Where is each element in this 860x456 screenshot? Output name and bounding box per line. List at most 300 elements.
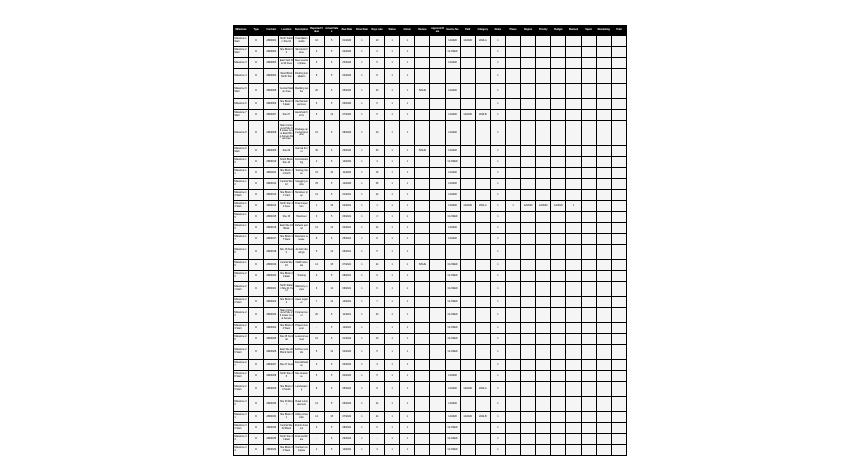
table-cell: 12 [324,245,339,260]
table-row [234,157,627,168]
table-cell: 07/2020 [339,110,354,121]
table-cell [611,434,626,445]
table-cell [460,58,475,69]
table-cell [505,99,520,110]
table-cell: Milestone 9 Start [234,146,249,157]
table-cell: East Site 26 Block North [279,345,294,360]
table-cell [505,297,520,308]
table-cell [415,434,430,445]
column-header: Revised [566,26,581,36]
table-cell: Milestone 16 [234,223,249,234]
table-cell: CLOSED [445,297,460,308]
table-cell [415,334,430,345]
table-cell: 12/2020 [445,190,460,201]
table-cell: D [249,47,264,58]
table-cell: 1 [490,179,505,190]
table-cell: AB00009 [264,146,279,157]
table-cell: 25 [309,179,324,190]
table-cell: D [249,260,264,271]
table-cell [566,371,581,382]
table-row [234,271,627,282]
table-row [234,308,627,323]
table-cell [566,157,581,168]
column-header: Days Late [369,26,384,36]
table-cell [551,334,566,345]
table-cell [505,360,520,371]
table-cell [430,282,445,297]
table-cell: 08/2021 [339,271,354,282]
table-cell: 1 [354,84,369,99]
table-cell: Site Block 11 North [279,168,294,179]
table-cell: 1 [385,168,400,179]
table-cell [460,168,475,179]
table-cell: 1 [354,121,369,146]
table-cell [551,245,566,260]
table-cell: 12 [324,297,339,308]
table-cell: 08/2022 [339,423,354,434]
table-cell: 04/2021 [339,223,354,234]
table-cell: Milestone 8 [234,121,249,146]
table-cell [581,271,596,282]
table-cell: 3 [309,212,324,223]
table-cell [505,423,520,434]
table-cell [460,223,475,234]
table-row [234,110,627,121]
table-cell: D [249,223,264,234]
table-cell: 04/2020 [339,69,354,84]
table-cell [611,323,626,334]
table-cell: 2 [309,47,324,58]
table-cell: 5 [309,245,324,260]
table-cell [566,69,581,84]
table-cell: Snagging works [294,179,309,190]
table-cell: 1 [400,212,415,223]
table-cell [521,297,536,308]
table-cell: Site Block 02 [279,47,294,58]
table-cell: Cladding works [294,84,309,99]
table-cell: CLOSED [445,47,460,58]
table-cell [581,412,596,423]
table-cell [460,99,475,110]
table-cell [611,99,626,110]
table-cell: 2022-B [475,412,490,423]
table-cell: 05/2020 [339,84,354,99]
table-cell: CLOSED [445,212,460,223]
table-cell [475,223,490,234]
table-cell [460,371,475,382]
table-cell [475,334,490,345]
table-cell [596,212,611,223]
table-cell [581,445,596,456]
table-cell: 10 [369,36,384,47]
table-cell [566,445,581,456]
table-cell: D [249,308,264,323]
table-cell: 05/2022 [339,382,354,397]
table-cell [551,371,566,382]
table-cell: AB00013 [264,190,279,201]
table-cell: 12 [324,282,339,297]
table-cell: 5 [369,58,384,69]
table-cell: 1 [400,282,415,297]
column-header: Type [249,26,264,36]
table-cell [596,168,611,179]
table-cell: 1 [490,297,505,308]
table-cell [521,146,536,157]
table-cell: D [249,168,264,179]
table-cell: 1 [385,434,400,445]
table-cell: 5 [324,47,339,58]
table-cell [521,323,536,334]
column-header: Status [385,26,400,36]
table-cell [460,84,475,99]
table-cell: 1 [400,179,415,190]
table-cell [566,297,581,308]
table-cell [505,282,520,297]
table-cell: 1 [490,323,505,334]
table-cell: 6 [369,423,384,434]
table-cell: AB00001 [264,36,279,47]
table-cell [536,271,551,282]
table-cell [566,334,581,345]
table-cell [430,110,445,121]
table-cell [521,345,536,360]
table-cell: 1 [385,234,400,245]
table-cell [611,223,626,234]
table-cell: 1 [400,260,415,271]
table-cell: 8 [369,382,384,397]
table-cell: Final certificate [294,434,309,445]
table-cell [611,212,626,223]
table-cell: Landscaping [294,382,309,397]
table-cell: Central Site 32 Block [279,423,294,434]
table-cell: 1 [400,168,415,179]
table-cell: 12 [324,345,339,360]
table-cell: 1 [385,445,400,456]
table-cell [505,212,520,223]
table-cell: 12/2020 [445,58,460,69]
table-cell: 1 [354,260,369,271]
table-cell: 1 [400,99,415,110]
table-cell: 1 [400,423,415,434]
table-cell [596,245,611,260]
table-cell [551,223,566,234]
table-cell: 1 [400,308,415,323]
table-cell: 1 [354,157,369,168]
table-cell: D [249,110,264,121]
table-cell: 5 [369,245,384,260]
table-cell [551,271,566,282]
column-header: Approval Date [430,26,445,36]
table-cell: D [249,245,264,260]
table-cell [430,157,445,168]
table-cell [475,297,490,308]
table-cell [415,397,430,412]
table-cell: 8 [309,382,324,397]
milestone-table-container [233,25,627,452]
table-cell: 1 [385,371,400,382]
table-cell: 1 [505,201,520,212]
table-cell [521,179,536,190]
table-cell: 12/2020 [445,412,460,423]
table-cell: 1 [354,36,369,47]
table-cell: Milestone 11 [234,168,249,179]
table-cell [415,58,430,69]
table-cell [611,423,626,434]
table-cell: 1 [490,99,505,110]
table-cell [551,234,566,245]
table-cell: Site Block 31 [279,412,294,423]
table-cell [430,260,445,271]
table-cell: 1 [354,412,369,423]
table-cell [430,334,445,345]
table-cell [581,121,596,146]
table-cell [596,69,611,84]
table-cell [566,121,581,146]
table-cell: 1 [354,371,369,382]
table-cell: 5 [324,423,339,434]
table-cell: 1 [385,47,400,58]
table-cell: 12/2020 [445,234,460,245]
table-cell [521,99,536,110]
table-cell: D [249,146,264,157]
column-header: Total [611,26,626,36]
table-cell: 08/2020 [339,121,354,146]
table-cell: 2020-A [475,36,490,47]
table-cell: Milestone 20 [234,271,249,282]
table-cell: 1 [354,223,369,234]
table-cell [596,146,611,157]
table-cell: - [369,434,384,445]
table-cell: 1 [400,121,415,146]
table-cell: 1 [490,397,505,412]
table-cell: 1 [490,382,505,397]
column-header: Reported Value [309,26,324,36]
table-cell: 5 [324,121,339,146]
table-cell [551,308,566,323]
table-cell: 1 [400,69,415,84]
table-cell: 5 [324,99,339,110]
table-cell [430,168,445,179]
table-cell [596,47,611,58]
table-cell: Milestone 4 [234,69,249,84]
table-cell: 01/2020 [339,36,354,47]
table-cell [475,168,490,179]
table-cell: 12/2020 [445,371,460,382]
table-cell: 03/2021 [339,212,354,223]
table-cell [611,271,626,282]
table-body [234,36,627,456]
table-cell: Defects period [294,223,309,234]
table-cell: Road reinstatement [294,397,309,412]
table-cell [475,146,490,157]
column-header: Category [475,26,490,36]
table-cell: 1 [490,146,505,157]
table-cell: AB00004 [264,69,279,84]
table-cell: 1 [385,69,400,84]
table-cell: Training [294,271,309,282]
table-cell: 1 [490,157,505,168]
table-cell: Milestone 18 [234,245,249,260]
table-cell [581,260,596,271]
table-cell: 09/2021 [339,282,354,297]
column-header: Location [279,26,294,36]
table-cell: 9 [309,271,324,282]
table-cell: Site Block 24 West [279,323,294,334]
table-row [234,121,627,146]
table-cell: 12/2020 [445,36,460,47]
column-header: Contract [264,26,279,36]
table-cell [505,345,520,360]
table-cell: 5 [324,190,339,201]
table-cell: 1 [385,146,400,157]
table-cell [551,282,566,297]
table-cell: 1 [490,110,505,121]
table-cell: 1 [400,110,415,121]
table-cell: Site clearance [294,371,309,382]
table-row [234,360,627,371]
table-cell [551,345,566,360]
table-cell [536,345,551,360]
table-cell: 1 [490,223,505,234]
table-cell [505,190,520,201]
table-cell [581,397,596,412]
table-cell: 1 [354,445,369,456]
table-cell: 1 [490,412,505,423]
table-cell: Milestone 27 [234,360,249,371]
table-cell: AB00027 [264,360,279,371]
table-cell: AB00034 [264,445,279,456]
table-cell: D [249,69,264,84]
table-cell: Foundation works [294,36,309,47]
table-cell [521,371,536,382]
table-cell: 5 [324,234,339,245]
table-row [234,334,627,345]
table-cell [430,308,445,323]
table-cell: 1 [385,58,400,69]
table-cell [566,260,581,271]
table-cell [445,245,460,260]
table-cell: 10/2020 [339,157,354,168]
table-cell: 1 [400,146,415,157]
table-cell: 1 [400,382,415,397]
table-cell [521,47,536,58]
table-cell [445,360,460,371]
table-cell [536,168,551,179]
table-cell [415,36,430,47]
table-cell: AB00019 [264,260,279,271]
table-row [234,260,627,271]
table-cell: 30 [309,146,324,157]
table-cell [505,121,520,146]
table-cell: Site Block 20 East [279,271,294,282]
table-cell [536,179,551,190]
table-cell: CLOSED [445,434,460,445]
table-row [234,223,627,234]
table-cell: Handover prep [294,190,309,201]
table-cell: 1 [400,360,415,371]
table-cell [536,99,551,110]
table-cell [521,121,536,146]
table-cell [536,84,551,99]
table-cell: AB00023 [264,308,279,323]
table-cell [596,190,611,201]
table-cell [536,260,551,271]
table-cell [521,234,536,245]
table-cell: 1 [490,58,505,69]
table-cell [536,36,551,47]
table-cell: Central Station Area [279,84,294,99]
table-cell: D [249,323,264,334]
table-cell [581,157,596,168]
table-cell: 12/2020 [551,201,566,212]
table-cell: 12 [324,110,339,121]
table-cell [596,84,611,99]
table-cell: 5 [324,397,339,412]
column-header: Budget [551,26,566,36]
table-cell [596,308,611,323]
table-cell [551,84,566,99]
table-cell: 7 [369,297,384,308]
table-cell [596,434,611,445]
table-cell [581,190,596,201]
table-cell [475,423,490,434]
table-cell [460,121,475,146]
table-cell [505,58,520,69]
table-cell: D [249,234,264,245]
table-cell [596,412,611,423]
table-cell [460,445,475,456]
table-cell: AB00028 [264,371,279,382]
table-cell [581,58,596,69]
table-cell [505,110,520,121]
table-cell [505,271,520,282]
table-cell: North Site 33 East [279,434,294,445]
table-cell: 12/2020 [445,168,460,179]
table-cell [475,99,490,110]
table-cell [566,323,581,334]
table-cell [415,423,430,434]
table-cell: AB00006 [264,99,279,110]
table-cell: AB00007 [264,110,279,121]
table-cell [581,360,596,371]
table-cell: Site 07 [279,110,294,121]
table-cell [521,412,536,423]
table-cell [596,157,611,168]
header-row [234,26,627,36]
table-cell [430,212,445,223]
table-cell [430,146,445,157]
table-row [234,345,627,360]
table-cell: Project closeout [294,323,309,334]
table-cell: North Site 28 [279,371,294,382]
table-cell: 10 [324,168,339,179]
table-cell [581,282,596,297]
table-cell: Milestone 2 Start [234,47,249,58]
table-cell [596,260,611,271]
table-cell [415,47,430,58]
table-cell: 12/2020 [445,110,460,121]
table-cell [551,157,566,168]
table-cell [611,168,626,179]
table-cell [460,234,475,245]
table-cell [566,212,581,223]
table-cell: 12 [309,397,324,412]
table-cell [415,297,430,308]
table-cell [415,308,430,323]
table-cell: Milestone 23 [234,308,249,323]
table-cell: 6 [369,282,384,297]
table-cell: 03/2020 [339,58,354,69]
